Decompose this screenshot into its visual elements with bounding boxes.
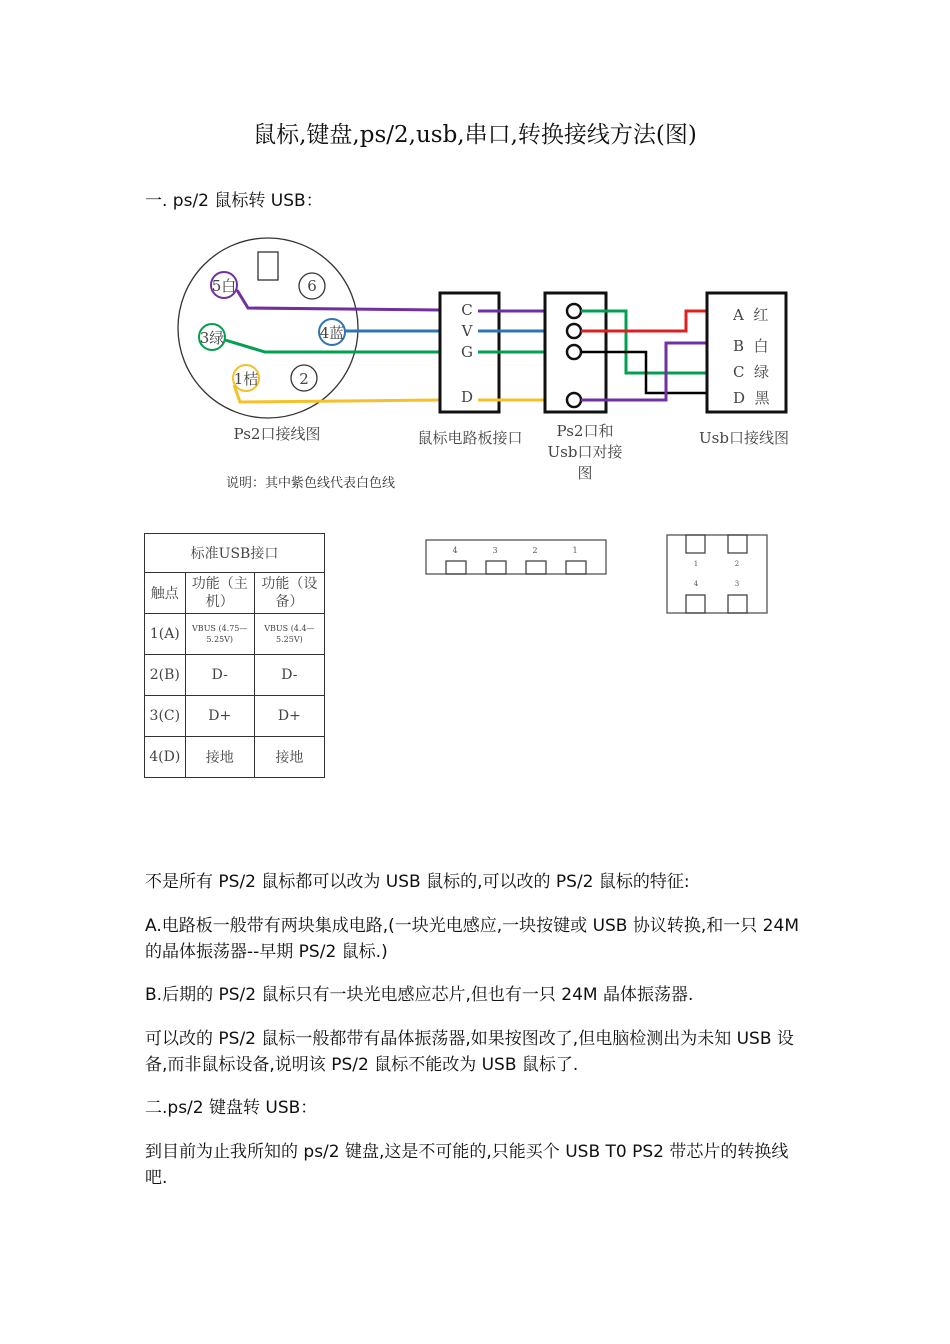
table-header-device: 功能（设备） bbox=[254, 573, 324, 614]
usb-a-pin bbox=[526, 561, 546, 574]
usb-a-pin-label: 4 bbox=[452, 546, 458, 555]
section-heading-ps2-mouse: 一. ps/2 鼠标转 USB： bbox=[145, 191, 323, 211]
caption-mid-line1: Ps2口和 bbox=[556, 422, 614, 440]
usb-b-connector-diagram bbox=[662, 530, 774, 618]
usb-standard-table bbox=[144, 533, 325, 778]
paragraph: B.后期的 PS/2 鼠标只有一块光电感应芯片,但也有一只 24M 晶体振荡器. bbox=[145, 985, 694, 1005]
middle-pin-3 bbox=[567, 345, 581, 359]
middle-pin-4 bbox=[567, 393, 581, 407]
usb-b-pin-label: 4 bbox=[693, 580, 699, 588]
usb-pin-a: A 红 bbox=[733, 306, 769, 324]
usb-a-pin bbox=[446, 561, 466, 574]
table-cell: D+ bbox=[185, 696, 254, 737]
paragraph: 可以改的 PS/2 鼠标一般都带有晶体振荡器,如果按图改了,但电脑检测出为未知 USB 设备,而非鼠标设备,说明该 PS/2 鼠标不能改为 USB 鼠标了. bbox=[145, 1029, 794, 1075]
ps2-pin-3-label: 3绿 bbox=[199, 329, 225, 347]
table-cell: 2(B) bbox=[145, 655, 186, 696]
table-cell: VBUS (4.4—5.25V) bbox=[254, 614, 324, 655]
wire-purple-ps2 bbox=[237, 290, 440, 310]
caption-usb: Usb口接线图 bbox=[699, 429, 789, 447]
board-pin-c: C bbox=[461, 301, 473, 319]
usb-a-connector-diagram bbox=[420, 535, 615, 585]
table-cell: VBUS (4.75—5.25V) bbox=[185, 614, 254, 655]
caption-ps2: Ps2口接线图 bbox=[233, 425, 321, 443]
document-title: 鼠标,键盘,ps/2,usb,串口,转换接线方法(图) bbox=[253, 122, 697, 148]
usb-b-pin bbox=[728, 595, 747, 613]
middle-pin-1 bbox=[567, 304, 581, 318]
ps2-pin-5-label: 5白 bbox=[211, 277, 237, 295]
table-cell: 1(A) bbox=[145, 614, 186, 655]
ps2-pin-2-label: 2 bbox=[299, 370, 309, 388]
usb-a-pin-label: 2 bbox=[532, 546, 538, 555]
board-pin-d: D bbox=[460, 388, 474, 406]
table-cell: D- bbox=[254, 655, 324, 696]
table-cell: 接地 bbox=[185, 737, 254, 778]
board-pin-g: G bbox=[461, 343, 473, 361]
table-cell: 3(C) bbox=[145, 696, 186, 737]
table-cell: 4(D) bbox=[145, 737, 186, 778]
ps2-pin-6-label: 6 bbox=[307, 277, 317, 295]
caption-mid-line3: 图 bbox=[577, 464, 593, 482]
table-header-contact: 触点 bbox=[145, 573, 186, 614]
usb-a-pin-label: 1 bbox=[572, 546, 578, 555]
table-cell: D+ bbox=[254, 696, 324, 737]
usb-b-pin-label: 2 bbox=[734, 560, 740, 568]
diagram-note: 说明：其中紫色线代表白色线 bbox=[226, 476, 396, 491]
paragraph: 到目前为止我所知的 ps/2 键盘,这是不可能的,只能买个 USB T0 PS2 带芯片的转换线吧. bbox=[145, 1142, 789, 1188]
usb-pin-d: D 黑 bbox=[733, 389, 770, 407]
usb-pin-b: B 白 bbox=[733, 337, 769, 355]
ps2-pin-1-label: 1桔 bbox=[233, 370, 259, 388]
caption-mid-line2: Usb口对接 bbox=[547, 443, 623, 461]
usb-b-pin bbox=[686, 535, 705, 553]
usb-a-pin-label: 3 bbox=[492, 546, 498, 555]
usb-a-pin bbox=[566, 561, 586, 574]
table-header-host: 功能（主机） bbox=[185, 573, 254, 614]
usb-b-pin-label: 3 bbox=[734, 580, 740, 588]
table-caption: 标准USB接口 bbox=[145, 534, 325, 573]
usb-b-pin-label: 1 bbox=[693, 560, 699, 568]
table-cell: D- bbox=[185, 655, 254, 696]
usb-b-pin bbox=[686, 595, 705, 613]
wiring-diagram bbox=[0, 0, 950, 520]
paragraph: 不是所有 PS/2 鼠标都可以改为 USB 鼠标的,可以改的 PS/2 鼠标的特征: bbox=[145, 872, 690, 892]
section-heading-ps2-keyboard: 二.ps/2 键盘转 USB： bbox=[145, 1098, 318, 1118]
usb-a-pin bbox=[486, 561, 506, 574]
caption-board: 鼠标电路板接口 bbox=[417, 429, 523, 447]
wire-orange-ps2 bbox=[234, 385, 440, 402]
middle-pin-2 bbox=[567, 324, 581, 338]
table-cell: 接地 bbox=[254, 737, 324, 778]
board-pin-v: V bbox=[461, 322, 473, 340]
ps2-pin-4-label: 4蓝 bbox=[319, 324, 345, 342]
paragraph: A.电路板一般带有两块集成电路,(一块光电感应,一块按键或 USB 协议转换,和一只 24M 的晶体振荡器--早期 PS/2 鼠标.) bbox=[145, 916, 799, 962]
usb-b-pin bbox=[728, 535, 747, 553]
ps2-key-notch bbox=[258, 252, 278, 280]
usb-pin-c: C 绿 bbox=[733, 363, 770, 381]
